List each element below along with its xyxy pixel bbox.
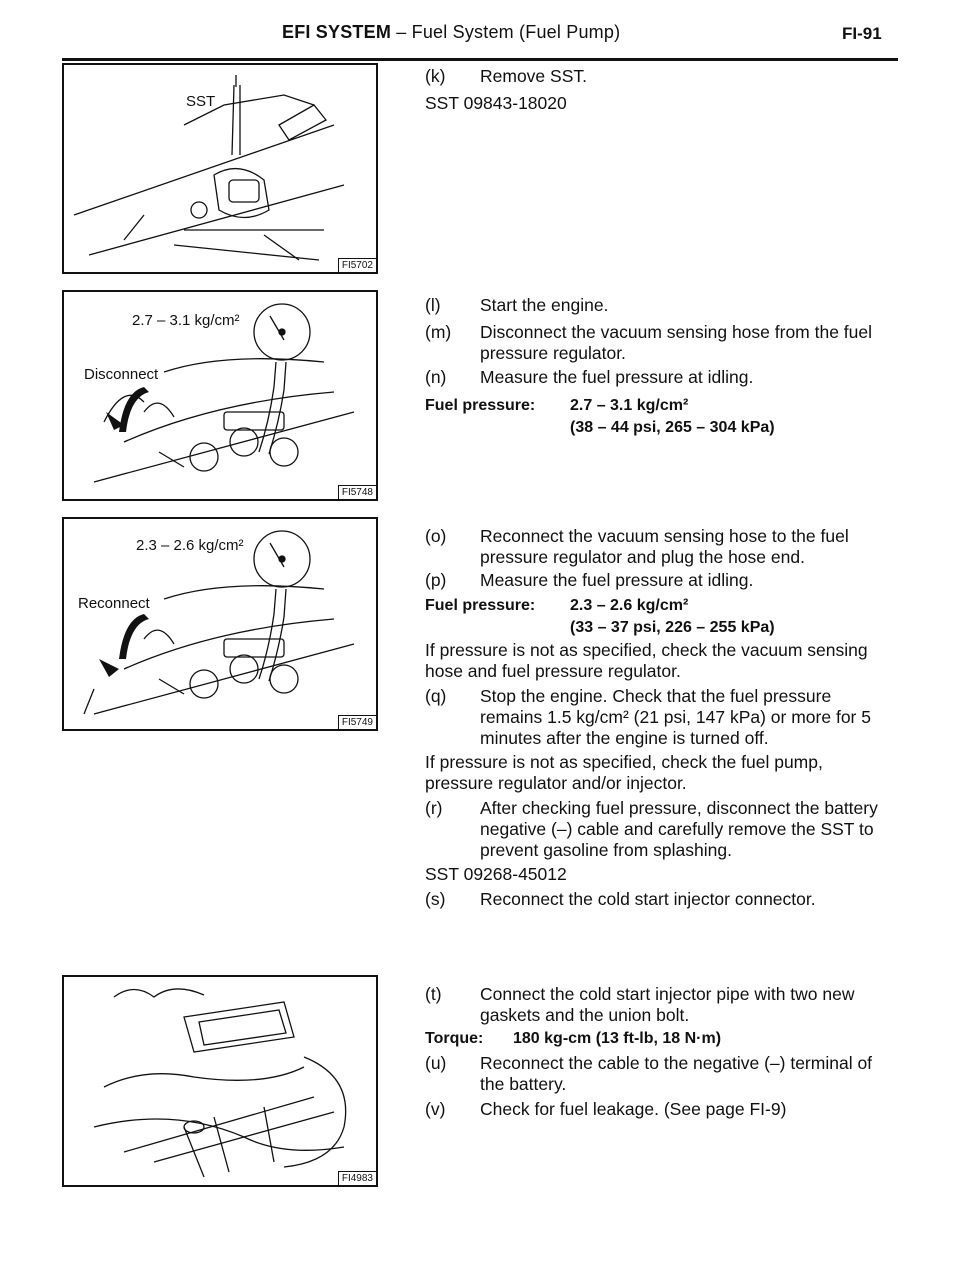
figure-4-drawing: [64, 977, 376, 1185]
sst-number-2: SST 09268-45012: [425, 864, 567, 884]
figure-2-label-pressure: 2.7 – 3.1 kg/cm²: [132, 312, 240, 329]
sst-number-1: SST 09843-18020: [425, 93, 567, 113]
figure-side-line-lower: [62, 1040, 64, 1130]
header-rule: [62, 58, 898, 61]
figure-pressure-reconnect: [62, 517, 378, 731]
page-number: FI-91: [842, 24, 882, 43]
figure-4-code: FI4983: [338, 1171, 376, 1185]
page-header: [0, 18, 960, 48]
figure-2-code: FI5748: [338, 485, 376, 499]
figure-3-label-reconnect: Reconnect: [78, 595, 150, 612]
figure-3-label-pressure: 2.3 – 2.6 kg/cm²: [136, 537, 244, 554]
figure-2-label-disconnect: Disconnect: [84, 366, 159, 383]
note-vacuum-hose: If pressure is not as specified, check the vacuum sensing hose and fuel pressure regulator.: [425, 640, 868, 681]
note-fuel-pump: If pressure is not as specified, check the fuel pump, pressure regulator and/or injector.: [425, 752, 823, 793]
figure-1-label-sst: SST: [186, 93, 216, 110]
figure-pressure-disconnect: [62, 290, 378, 501]
figure-cold-start-pipe: [62, 975, 378, 1187]
figure-1-drawing: [64, 65, 376, 272]
figure-1-code: FI5702: [338, 258, 376, 272]
figure-3-code: FI5749: [338, 715, 376, 729]
step-k: (k) Remove SST.: [425, 66, 587, 86]
figure-sst-removal: [62, 63, 378, 274]
header-title: EFI SYSTEM – Fuel System (Fuel Pump): [282, 22, 621, 42]
figure-side-line: [62, 588, 64, 728]
